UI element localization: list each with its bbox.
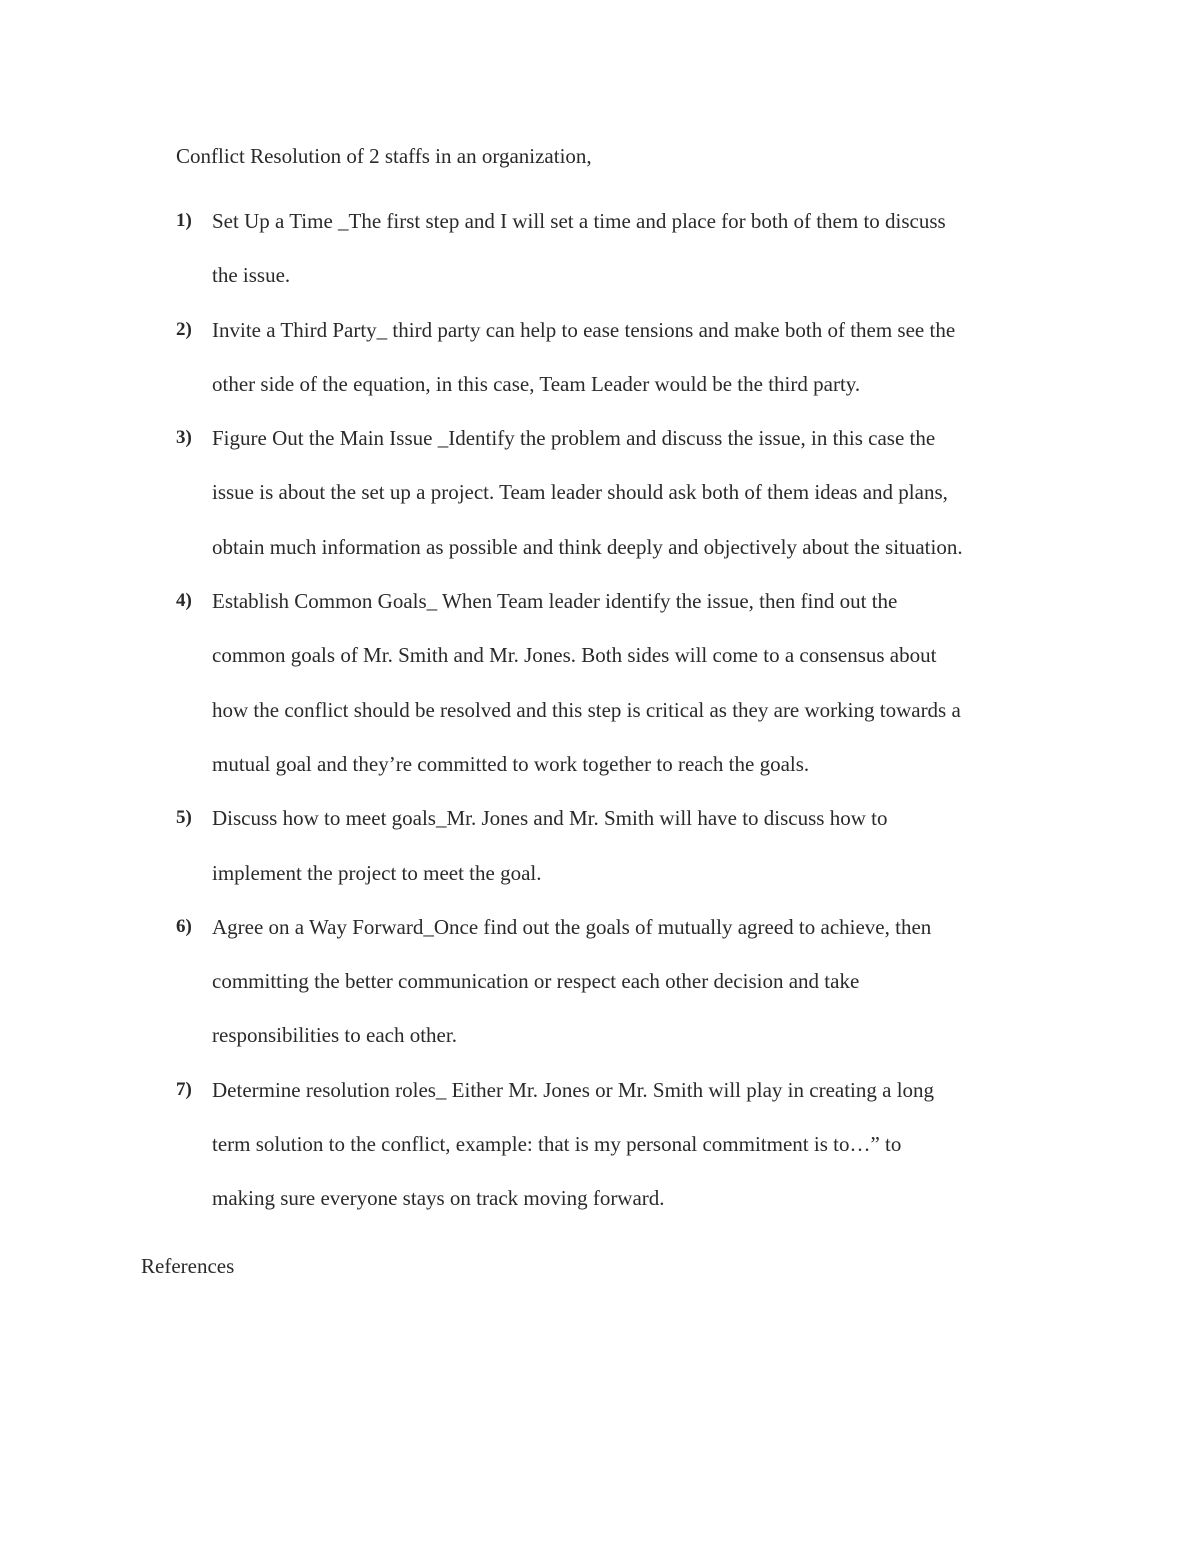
list-item-line: mutual goal and they’re committed to work together to reach the goals.	[212, 751, 810, 776]
list-item	[176, 1063, 1076, 1226]
list-item-number: 7)	[176, 1078, 192, 1100]
list-item-line: Discuss how to meet goals_Mr. Jones and Mr. Smith will have to discuss how to	[212, 806, 888, 831]
list-item	[176, 303, 1076, 412]
list-item-line: common goals of Mr. Smith and Mr. Jones. Both sides will come to a consensus about	[212, 643, 937, 668]
list-item-line: Figure Out the Main Issue _Identify the problem and discuss the issue, in this case the	[212, 426, 936, 451]
list-item	[176, 791, 1076, 900]
list-item-line: other side of the equation, in this case, Team Leader would be the third party.	[212, 371, 861, 396]
list-item-line: term solution to the conflict, example: that is my personal commitment is to…” to	[212, 1132, 902, 1157]
list-item-number: 3)	[176, 427, 192, 449]
list-item-line: committing the better communication or respect each other decision and take	[212, 969, 860, 994]
list-item-line: Set Up a Time _The first step and I will set a time and place for both of them to discuss	[212, 209, 946, 233]
list-item-line: obtain much information as possible and think deeply and objectively about the situation.	[212, 534, 963, 559]
list-item-number: 2)	[176, 318, 192, 340]
list-item-number: 1)	[176, 210, 192, 231]
steps-list	[176, 194, 1076, 1226]
document-heading: Conflict Resolution of 2 staffs in an organization,	[176, 144, 592, 168]
references-heading: References	[141, 1254, 235, 1278]
list-item-line: Invite a Third Party_ third party can help to ease tensions and make both of them see the	[212, 317, 956, 342]
list-item	[176, 900, 1076, 1063]
list-item-number: 4)	[176, 590, 192, 612]
list-item-line: making sure everyone stays on track moving forward.	[212, 1186, 665, 1211]
list-item-line: implement the project to meet the goal.	[212, 860, 542, 885]
list-item	[176, 194, 1076, 303]
list-item-number: 5)	[176, 807, 192, 829]
list-item-line: how the conflict should be resolved and this step is critical as they are working towards a	[212, 697, 961, 722]
list-item-line: Agree on a Way Forward_Once find out the goals of mutually agreed to achieve, then	[212, 914, 932, 939]
list-item-line: issue is about the set up a project. Team leader should ask both of them ideas and plans,	[212, 480, 948, 505]
list-item-line: Determine resolution roles_ Either Mr. Jones or Mr. Smith will play in creating a long	[212, 1077, 935, 1102]
list-item-line: responsibilities to each other.	[212, 1023, 457, 1048]
list-item-number: 6)	[176, 915, 192, 937]
list-item	[176, 574, 1076, 791]
list-item-line: Establish Common Goals_ When Team leader identify the issue, then find out the	[212, 589, 898, 614]
list-item	[176, 411, 1076, 574]
list-item-line: the issue.	[212, 263, 291, 288]
